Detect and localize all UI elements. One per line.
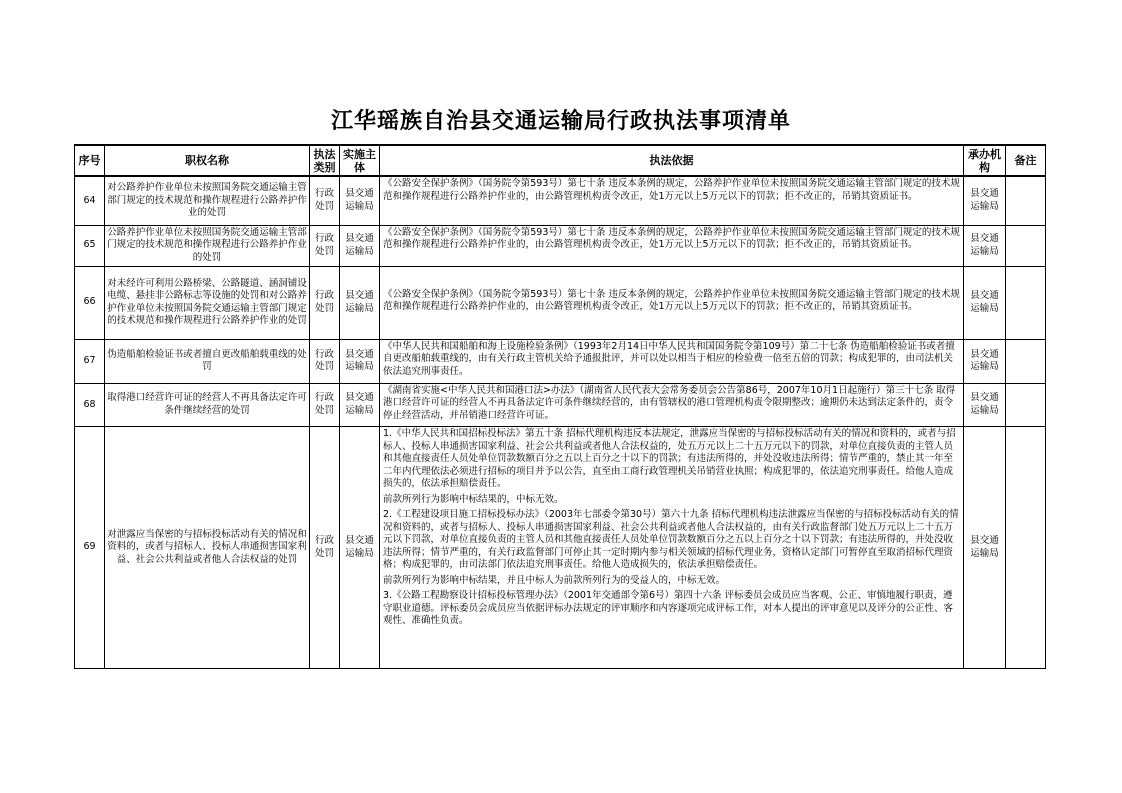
row-basis xyxy=(380,383,964,427)
row-no: 66 xyxy=(75,266,105,339)
row-no: 64 xyxy=(75,176,105,225)
table-row xyxy=(75,427,1046,669)
row-name: 取得港口经营许可证的经营人不再具备法定许可条件继续经营的处罚 xyxy=(105,383,310,427)
header-no: 序号 xyxy=(75,145,105,176)
basis-paragraph: 《公路安全保护条例》（国务院令第593号）第七十条 违反本条例的规定，公路养护作业单位未按照国务院交通运输主管部门规定的技术规范和操作规程进行公路养护作业的，由公路管理机构责令改正，处1万元以上5万元以下的罚款；拒不改正的，吊销其资质证书。 xyxy=(383,226,960,250)
page-title: 江华瑶族自治县交通运输局行政执法事项清单 xyxy=(330,108,791,134)
row-basis xyxy=(380,427,964,669)
row-name: 伪造船舶检验证书或者擅自更改船舶载重线的处罚 xyxy=(105,339,310,383)
row-type: 行政处罚 xyxy=(310,266,340,339)
row-org: 县交通运输局 xyxy=(964,339,1006,383)
row-subject: 县交通运输局 xyxy=(340,427,380,669)
row-note xyxy=(1006,427,1046,669)
header-name: 职权名称 xyxy=(105,145,310,176)
table-row xyxy=(75,176,1046,225)
row-org: 县交通运输局 xyxy=(964,427,1006,669)
table-header-row xyxy=(75,145,1046,176)
row-note xyxy=(1006,266,1046,339)
enforcement-table xyxy=(74,144,1046,669)
table-row xyxy=(75,225,1046,266)
basis-paragraph: 《湖南省实施<中华人民共和国港口法>办法》（湖南省人民代表大会常务委员会公告第86号，2007年10月1日起施行）第三十七条 取得港口经营许可证的经营人不再具备法定许可条件继续经营的，由有管辖权的港口管理机构责令限期整改；逾期仍未达到法定条件的，责令停止经营活动，并吊销港口经营许可证。 xyxy=(383,384,956,421)
row-name: 公路养护作业单位未按照国务院交通运输主管部门规定的技术规范和操作规程进行公路养护作业的处罚 xyxy=(105,225,310,266)
row-note xyxy=(1006,383,1046,427)
row-basis xyxy=(380,225,964,266)
row-org: 县交通运输局 xyxy=(964,383,1006,427)
row-note xyxy=(1006,339,1046,383)
row-name: 对公路养护作业单位未按照国务院交通运输主管部门规定的技术规范和操作规程进行公路养护作业的处罚 xyxy=(105,176,310,225)
row-no: 65 xyxy=(75,225,105,266)
row-subject: 县交通运输局 xyxy=(340,176,380,225)
row-type: 行政处罚 xyxy=(310,383,340,427)
basis-paragraph: 《公路安全保护条例》（国务院令第593号）第七十条 违反本条例的规定，公路养护作业单位未按照国务院交通运输主管部门规定的技术规范和操作规程进行公路养护作业的，由公路管理机构责令改正，处1万元以上5万元以下的罚款；拒不改正的，吊销其资质证书。 xyxy=(383,288,960,312)
row-type: 行政处罚 xyxy=(310,339,340,383)
row-no: 68 xyxy=(75,383,105,427)
row-note xyxy=(1006,176,1046,225)
row-basis xyxy=(380,339,964,383)
basis-paragraph: 3.《公路工程勘察设计招标投标管理办法》（2001年交通部令第6号）第四十六条 评标委员会成员应当客观、公正、审慎地履行职责，遵守职业道德。评标委员会成员应当依据评标办法规定的评审顺序和内容逐项完成评标工作，对本人提出的评审意见以及评分的公正性、客观性、准确性负责。 xyxy=(383,590,954,626)
row-basis xyxy=(380,266,964,339)
row-subject: 县交通运输局 xyxy=(340,339,380,383)
header-basis: 执法依据 xyxy=(380,145,964,176)
basis-paragraph: 前款所列行为影响中标结果，并且中标人为前款所列行为的受益人的，中标无效。 xyxy=(383,574,726,586)
row-org: 县交通运输局 xyxy=(964,225,1006,266)
header-note: 备注 xyxy=(1006,145,1046,176)
row-name: 对泄露应当保密的与招标投标活动有关的情况和资料的，或者与招标人、投标人串通损害国家利益、社会公共利益或者他人合法权益的处罚 xyxy=(105,427,310,669)
header-type: 执法类别 xyxy=(310,145,340,176)
row-type: 行政处罚 xyxy=(310,225,340,266)
table-row xyxy=(75,339,1046,383)
basis-paragraph: 2.《工程建设项目施工招标投标办法》（2003年七部委令第30号）第六十九条 招标代理机构违法泄露应当保密的与招标投标活动有关的情况和资料的，或者与招标人、投标人串通损害国家利益、社会公共利益或者他人合法权益的，由有关行政监督部门处五万元以上二十五万元以下罚款，对单位直接负责的主管人员和其他直接责任人员处单位罚款数额百分之五以上百分之十以下罚款；有违法所得的，并处没收违法所得；情节严重的，有关行政监督部门可停止其一定时期内参与相关领域的招标代理业务，资格认定部门可暂停直至取消招标代理资格；构成犯罪的，由司法部门依法追究刑事责任。给他人造成损失的，依法承担赔偿责任。 xyxy=(383,509,959,570)
table-row xyxy=(75,383,1046,427)
row-no: 67 xyxy=(75,339,105,383)
row-no: 69 xyxy=(75,427,105,669)
row-basis xyxy=(380,176,964,225)
table-row xyxy=(75,266,1046,339)
header-org: 承办机构 xyxy=(964,145,1006,176)
row-subject: 县交通运输局 xyxy=(340,225,380,266)
row-type: 行政处罚 xyxy=(310,176,340,225)
row-type: 行政处罚 xyxy=(310,427,340,669)
row-subject: 县交通运输局 xyxy=(340,266,380,339)
basis-paragraph: 《公路安全保护条例》（国务院令第593号）第七十条 违反本条例的规定，公路养护作业单位未按照国务院交通运输主管部门规定的技术规范和操作规程进行公路养护作业的，由公路管理机构责令改正，处1万元以上5万元以下的罚款；拒不改正的，吊销其资质证书。 xyxy=(383,178,960,202)
basis-paragraph: 前款所列行为影响中标结果的，中标无效。 xyxy=(383,493,564,505)
row-name: 对未经许可利用公路桥梁、公路隧道、涵洞铺设电缆、悬挂非公路标志等设施的处罚和对公路养护作业单位未按照国务院交通运输主管部门规定的技术规范和操作规程进行公路养护作业的处罚 xyxy=(105,266,310,339)
row-note xyxy=(1006,225,1046,266)
basis-paragraph: 1.《中华人民共和国招标投标法》第五十条 招标代理机构违反本法规定，泄露应当保密的与招标投标活动有关的情况和资料的，或者与招标人、投标人串通损害国家利益、社会公共利益或者他人合法权益的，处五万元以上二十五万元以下的罚款，对单位直接负责的主管人员和其他直接责任人员处单位罚款数额百分之五以上百分之十以下的罚款；有违法所得的，并处没收违法所得；情节严重的，禁止其一年至二年内代理依法必须进行招标的项目并予以公告，直至由工商行政管理机关吊销营业执照；构成犯罪的，依法追究刑事责任。给他人造成损失的，依法承担赔偿责任。 xyxy=(383,428,956,489)
row-org: 县交通运输局 xyxy=(964,266,1006,339)
basis-paragraph: 《中华人民共和国船舶和海上设施检验条例》（1993年2月14日中华人民共和国国务院令第109号）第二十七条 伪造船舶检验证书或者擅自更改船舶载重线的，由有关行政主管机关给予通报批评，并可以处以相当于相应的检验费一倍至五倍的罚款；构成犯罪的，由司法机关依法追究刑事责任。 xyxy=(383,340,955,377)
row-org: 县交通运输局 xyxy=(964,176,1006,225)
row-subject: 县交通运输局 xyxy=(340,383,380,427)
header-subject: 实施主体 xyxy=(340,145,380,176)
